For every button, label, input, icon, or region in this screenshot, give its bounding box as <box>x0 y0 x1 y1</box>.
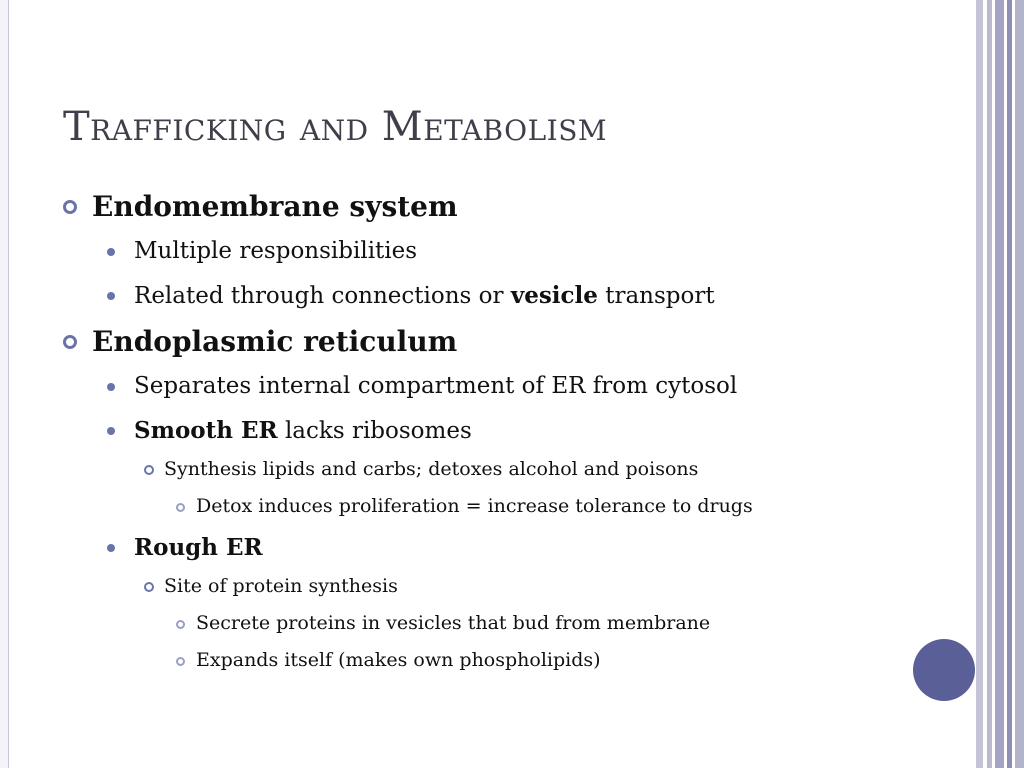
small-ring-bullet-icon <box>144 465 154 475</box>
bullet-text-segment: Multiple responsibilities <box>134 238 418 264</box>
small-ring-bullet-icon <box>176 657 185 666</box>
bullet-text-segment: Smooth ER <box>134 417 278 444</box>
bullet-text-segment: Endomembrane system <box>92 190 458 223</box>
bullet-text-segment: Site of protein synthesis <box>164 575 398 597</box>
bullet-text-segment: transport <box>597 283 715 309</box>
bullet-item-level-4 <box>196 495 753 517</box>
bullet-text-segment: Expands itself (makes own phospholipids) <box>196 649 601 671</box>
bullet-item-level-2 <box>134 534 263 561</box>
dot-bullet-icon <box>107 427 115 435</box>
dot-bullet-icon <box>107 248 115 256</box>
bullet-item-level-4 <box>196 612 710 634</box>
right-decorative-stripes <box>976 0 1024 768</box>
bullet-text-segment: Secrete proteins in vesicles that bud from membrane <box>196 612 711 634</box>
bullet-item-level-1 <box>92 325 457 358</box>
bullet-item-level-2 <box>134 238 417 264</box>
bullet-item-level-4 <box>196 649 601 671</box>
dot-bullet-icon <box>107 544 115 552</box>
bullet-item-level-3 <box>164 458 698 480</box>
ring-bullet-icon <box>63 335 77 349</box>
bullet-text-segment: Separates internal compartment of ER from cytosol <box>134 373 738 399</box>
small-ring-bullet-icon <box>144 582 154 592</box>
bullet-item-level-1 <box>92 190 458 223</box>
bullet-item-level-2 <box>134 282 715 309</box>
bullet-item-level-2 <box>134 417 472 444</box>
dot-bullet-icon <box>107 383 115 391</box>
decorative-circle <box>913 639 975 701</box>
small-ring-bullet-icon <box>176 503 185 512</box>
bullet-text-segment: Synthesis lipids and carbs; detoxes alcohol and poisons <box>164 458 699 480</box>
bullet-text-segment: Related through connections or <box>134 283 511 309</box>
slide-title: Trafficking and Metabolism <box>63 104 608 150</box>
dot-bullet-icon <box>107 292 115 300</box>
bullet-item-level-2 <box>134 373 737 399</box>
left-border <box>0 0 9 768</box>
bullet-item-level-3 <box>164 575 398 597</box>
bullet-text-segment: Detox induces proliferation = increase tolerance to drugs <box>196 495 753 517</box>
bullet-text-segment: vesicle <box>510 282 598 309</box>
ring-bullet-icon <box>63 200 77 214</box>
small-ring-bullet-icon <box>176 620 185 629</box>
bullet-text-segment: lacks ribosomes <box>277 418 472 444</box>
bullet-text-segment: Rough ER <box>134 534 263 561</box>
bullet-text-segment: Endoplasmic reticulum <box>92 325 458 358</box>
